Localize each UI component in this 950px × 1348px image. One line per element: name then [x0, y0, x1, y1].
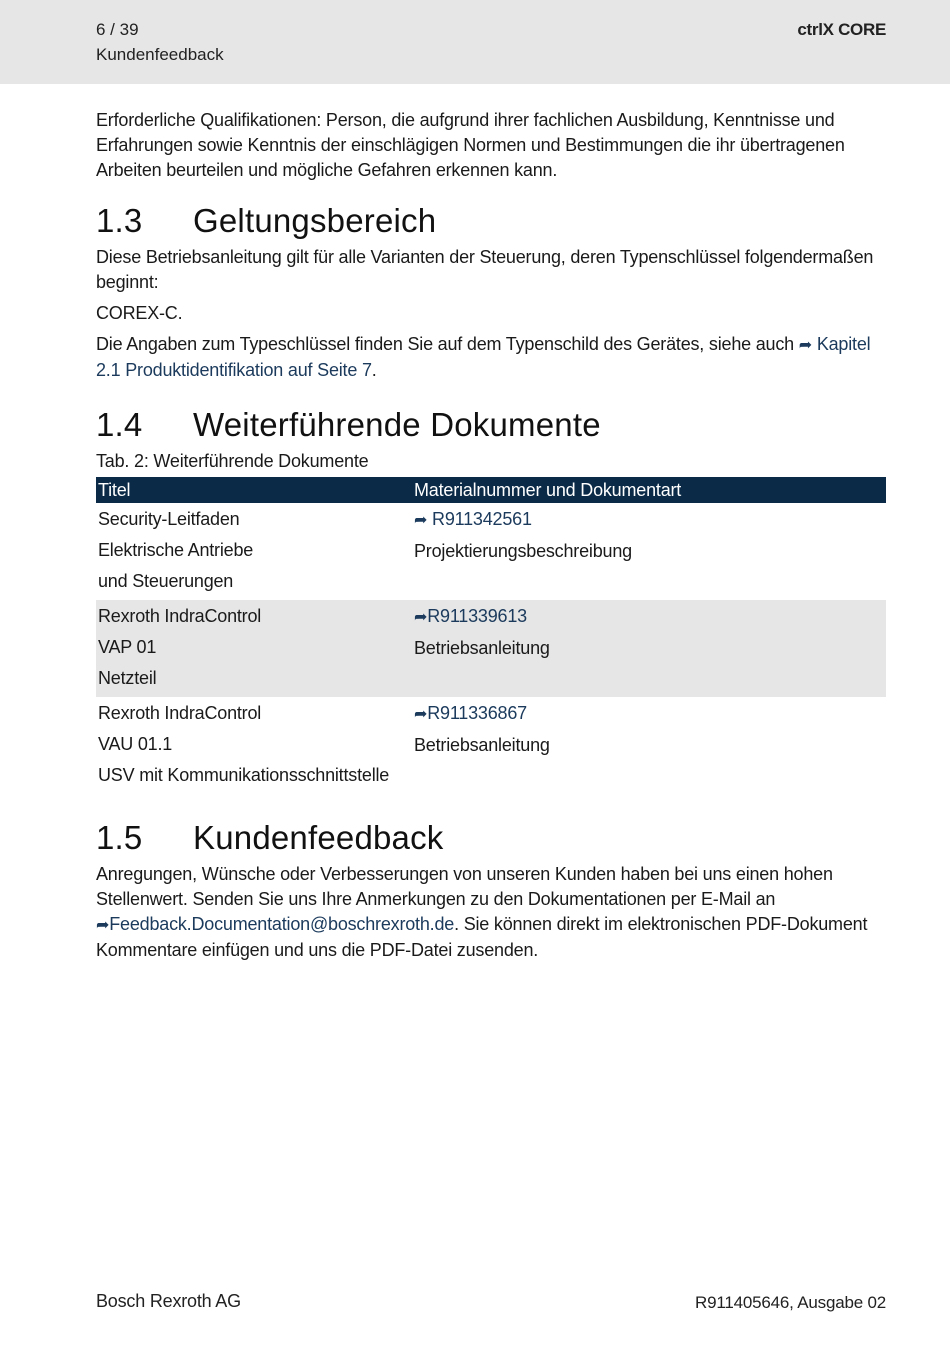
table-row — [96, 600, 886, 697]
type-info-paragraph — [96, 332, 886, 383]
title-cell — [96, 600, 412, 697]
table-caption: Tab. 2: Weiterführende Dokumente — [96, 451, 369, 471]
table-row — [96, 503, 886, 600]
title-line: USV mit Kommunikationsschnittstelle — [98, 765, 390, 785]
feedback-email-link[interactable]: Feedback.Documentation@boschrexroth.de — [109, 914, 455, 934]
header-section-title: Kundenfeedback — [96, 45, 224, 64]
material-cell — [412, 697, 886, 794]
material-cell — [412, 600, 886, 697]
document-type: Betriebsanleitung — [414, 735, 550, 755]
section-number: 1.4 — [96, 406, 143, 443]
qualification-paragraph: Erforderliche Qualifikationen: Person, die aufgrund ihrer fachlichen Ausbildung, Kenntnisse und Erfahrungen sowie Kenntnis der einschlägigen Normen und Bestimmungen die ihr übertragenen Arbeiten beurteilen und mögliche Gefahren erkennen kann. — [96, 110, 845, 180]
page-header — [0, 0, 950, 84]
title-line: Elektrische Antriebe — [98, 540, 254, 560]
section-heading-1-4 — [96, 405, 886, 445]
arrow-right-curved-icon: ➦ — [414, 609, 428, 626]
footer-document-reference: R911405646, Ausgabe 02 — [695, 1293, 886, 1312]
document-type: Betriebsanleitung — [414, 638, 550, 658]
column-header-material: Materialnummer und Dokumentart — [412, 477, 886, 503]
material-number-link[interactable]: R911339613 — [427, 606, 527, 626]
title-line: und Steuerungen — [98, 571, 234, 591]
page-indicator: 6 / 39 — [96, 20, 139, 39]
arrow-right-curved-icon: ➦ — [414, 512, 428, 529]
title-line: Security-Leitfaden — [98, 509, 240, 529]
header-product-name: ctrlX CORE — [797, 20, 886, 39]
title-cell — [96, 697, 412, 794]
title-cell — [96, 503, 412, 600]
title-line: VAU 01.1 — [98, 734, 173, 754]
section-title: Geltungsbereich — [193, 202, 437, 239]
material-number-link[interactable]: R911336867 — [427, 703, 527, 723]
feedback-text-end: . Sie können direkt im elektronischen PDF-Dokument Kommentare einfügen und uns die PDF-Datei zusenden. — [96, 914, 868, 960]
material-cell — [412, 503, 886, 600]
title-line: Rexroth IndraControl — [98, 606, 262, 626]
section-title: Weiterführende Dokumente — [193, 406, 601, 443]
chapter-link[interactable]: Kapitel 2.1 Produktidentifikation auf Seite 7 — [96, 334, 871, 380]
feedback-text: Anregungen, Wünsche oder Verbesserungen von unseren Kunden haben bei uns einen hohen Stellenwert. Senden Sie uns Ihre Anmerkungen zu den Dokumentationen per E-Mail an — [96, 864, 833, 909]
feedback-paragraph — [96, 862, 886, 963]
scope-paragraph: Diese Betriebsanleitung gilt für alle Varianten der Steuerung, deren Typenschlüssel folgendermaßen beginnt: — [96, 247, 874, 292]
title-line: VAP 01 — [98, 637, 157, 657]
type-info-text: Die Angaben zum Typeschlüssel finden Sie auf dem Typenschild des Gerätes, siehe auch — [96, 334, 799, 354]
footer-company: Bosch Rexroth AG — [96, 1291, 241, 1311]
type-code-paragraph: COREX-C. — [96, 303, 183, 323]
material-link-line — [414, 698, 884, 730]
type-info-end: . — [371, 360, 377, 380]
section-number: 1.5 — [96, 819, 143, 856]
table-header-row — [96, 477, 886, 503]
title-line: Rexroth IndraControl — [98, 703, 262, 723]
document-type: Projektierungsbeschreibung — [414, 541, 632, 561]
material-link-line — [414, 601, 884, 633]
material-link-line — [414, 504, 884, 536]
column-header-title: Titel — [96, 477, 412, 503]
material-number-link[interactable]: R911342561 — [432, 509, 532, 529]
arrow-right-curved-icon: ➦ — [414, 706, 428, 723]
title-line: Netzteil — [98, 668, 157, 688]
documents-table — [96, 477, 886, 794]
table-row — [96, 697, 886, 794]
arrow-right-curved-icon: ➦ — [96, 917, 110, 934]
section-title: Kundenfeedback — [193, 819, 444, 856]
arrow-right-curved-icon: ➦ — [798, 337, 812, 354]
section-heading-1-5 — [96, 818, 886, 858]
section-number: 1.3 — [96, 202, 143, 239]
section-heading-1-3 — [96, 201, 886, 241]
page-content — [96, 108, 886, 963]
